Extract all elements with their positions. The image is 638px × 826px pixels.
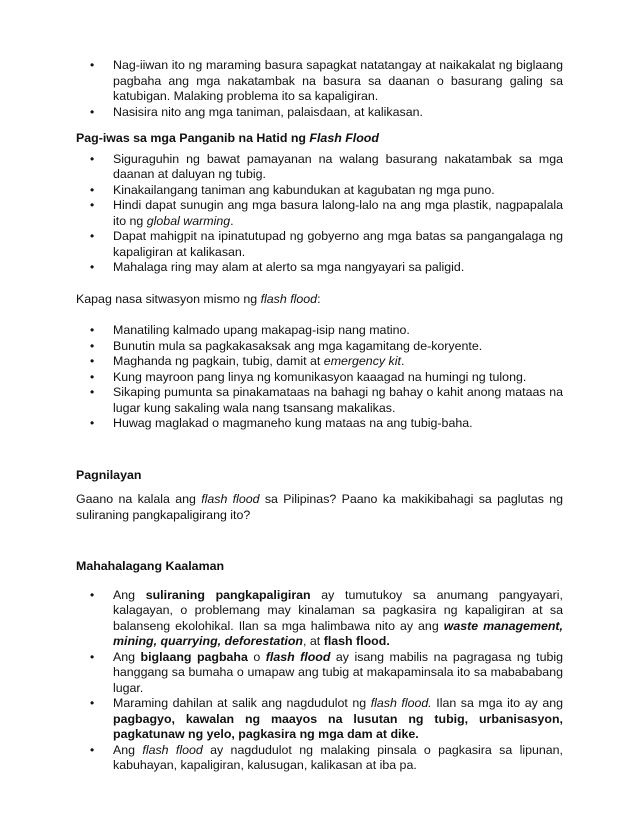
list-item: • Nag-iiwan ito ng maraming basura sapagkat natatangay at naikakalat ng biglaang pagbaha ang mga nakatambak na basura sa daanan o basurang galing sa katubigan. Malaking problema ito sa kapaligiran. [76, 58, 563, 105]
list-item: • Hindi dapat sunugin ang mga basura lalong-lalo na ang mga plastik, nagpapalala ito ng global warming. [76, 198, 563, 229]
section-heading-pagiwas: Pag-iwas sa mga Panganib na Hatid ng Flash Flood [76, 131, 379, 145]
list-item: • Kung mayroon pang linya ng komunikasyon kaaagad na humingi ng tulong. [76, 370, 563, 386]
document-page [76, 58, 563, 774]
list-item: • Mahalaga ring may alam at alerto sa mga nangyayari sa paligid. [76, 260, 563, 276]
list-item: • Siguraguhin ng bawat pamayanan na walang basurang nakatambak sa mga daanan at daluyan ng tubig. [76, 152, 563, 183]
key-knowledge-list [76, 588, 563, 774]
list-item: • Bunutin mula sa pagkakasaksak ang mga kagamitang de-koryente. [76, 339, 563, 355]
list-item: • Dapat mahigpit na ipinatutupad ng gobyerno ang mga batas sa pangangalaga ng kapaligiran at kalikasan. [76, 229, 563, 260]
reflection-question: Gaano na kalala ang flash flood sa Pilipinas? Paano ka makikibahagi sa paglutas ng suliraning pangkapaligirang ito? [76, 492, 563, 522]
list-item: • Maghanda ng pagkain, tubig, damit at emergency kit. [76, 354, 563, 370]
effects-list [76, 58, 563, 120]
list-item: • Nasisira nito ang mga taniman, palaisdaan, at kalikasan. [76, 105, 563, 121]
list-item: • Ang suliraning pangkapaligiran ay tumutukoy sa anumang pangyayari, kalagayan, o problemang may kinalaman sa pagkasira ng kapaligiran at sa balanseng ekolohikal. Ilan sa mga halimbawa nito ay ang waste management, mining, quarrying, deforestation, at flash flood. [76, 588, 563, 650]
list-item: • Maraming dahilan at salik ang nagdudulot ng flash flood. Ilan sa mga ito ay ang pagbagyo, kawalan ng maayos na lusutan ng tubig, urbanisasyon, pagkatunaw ng yelo, pagkasira ng mga dam at dike. [76, 696, 563, 743]
list-item: • Manatiling kalmado upang makapag-isip nang matino. [76, 323, 563, 339]
situation-intro: Kapag nasa sitwasyon mismo ng flash flood: [76, 291, 321, 306]
list-item: • Ang flash flood ay nagdudulot ng malaking pinsala o pagkasira sa lipunan, kabuhayan, kapaligiran, kalusugan, kalikasan at iba pa. [76, 743, 563, 774]
list-item: • Sikaping pumunta sa pinakamataas na bahagi ng bahay o kahit anong mataas na lugar kung sakaling wala nang tsansang makalikas. [76, 385, 563, 416]
prevention-list [76, 152, 563, 276]
section-heading-pagnilayan: Pagnilayan [76, 467, 142, 482]
section-heading-mahalaga: Mahahalagang Kaalaman [76, 559, 225, 573]
list-item: • Ang biglaang pagbaha o flash flood ay isang mabilis na pagragasa ng tubig hanggang sa bumaha o umapaw ang tubig at makapaminsala ito sa mabababang lugar. [76, 650, 563, 697]
list-item: • Kinakailangang taniman ang kabundukan at kagubatan ng mga puno. [76, 183, 563, 199]
situation-list [76, 323, 563, 432]
list-item: • Huwag maglakad o magmaneho kung mataas na ang tubig-baha. [76, 416, 563, 432]
